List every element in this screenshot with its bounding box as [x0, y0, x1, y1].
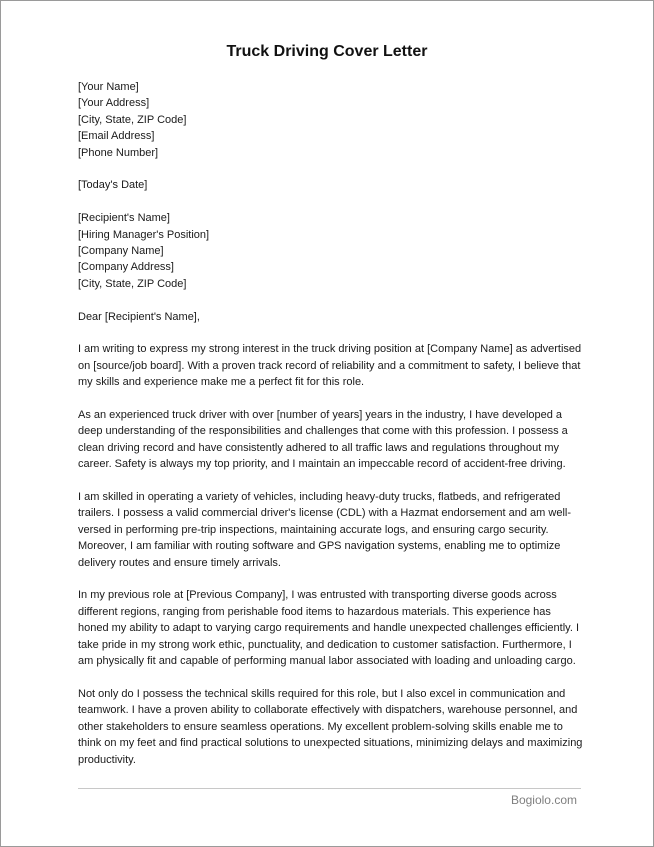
- sender-city-state-zip: [City, State, ZIP Code]: [78, 113, 187, 126]
- footer-brand: Bogiolo.com: [510, 793, 577, 807]
- recipient-city-state-zip: [City, State, ZIP Code]: [78, 277, 187, 290]
- date-block: [78, 177, 583, 193]
- letter-body: [78, 79, 583, 768]
- sender-email: [Email Address]: [78, 130, 155, 143]
- sender-name: [Your Name]: [78, 81, 139, 93]
- recipient-position: [Hiring Manager's Position]: [78, 228, 210, 241]
- document-title: Truck Driving Cover Letter: [226, 43, 428, 60]
- letter-date: [Today's Date]: [78, 179, 148, 192]
- salutation: Dear [Recipient's Name],: [78, 310, 200, 323]
- salutation-block: [78, 309, 583, 325]
- paragraph-skills: I am skilled in operating a variety of vehicles, including heavy-duty trucks, flatbeds, and refrigerated trailers. I possess a valid commercial driver's license (CDL) with a Hazmat endorsement and am well-versed in performing pre-trip inspections, maintaining accurate logs, and ensuring cargo security. Moreover, I am familiar with routing software and GPS navigation systems, enabling me to optimize delivery routes and ensure timely arrivals.: [78, 491, 571, 569]
- paragraph-previous-role: In my previous role at [Previous Company], I was entrusted with transporting diverse goods across different regions, ranging from perishable food items to hazardous materials. This experience has honed my ability to adapt to varying cargo requirements and handle unexpected challenges efficiently. I take pride in my strong work ethic, punctuality, and dedication to customer satisfaction. Furthermore, I am physically fit and capable of performing manual labor associated with loading and unloading cargo.: [78, 589, 580, 668]
- paragraph-experience: As an experienced truck driver with over [number of years] years in the industry, I have developed a deep understanding of the responsibilities and challenges that come with this profession. I possess a clean driving record and have consistently adhered to all traffic laws and regulations throughout my career. Safety is always my top priority, and I maintain an impeccable record of accident-free driving.: [78, 409, 568, 471]
- recipient-company: [Company Name]: [78, 245, 164, 258]
- recipient-block: [78, 210, 583, 292]
- sender-block: [78, 79, 583, 161]
- recipient-company-address: [Company Address]: [78, 261, 174, 274]
- sender-phone: [Phone Number]: [78, 146, 159, 159]
- sender-address: [Your Address]: [78, 97, 150, 110]
- paragraph-intro: I am writing to express my strong interest in the truck driving position at [Company Name] as advertised on [source/job board]. With a proven track record of reliability and a commitment to safety, I believe that my skills and experience make me a perfect fit for this role.: [78, 343, 582, 389]
- recipient-name: [Recipient's Name]: [78, 212, 170, 225]
- paragraph-teamwork: Not only do I possess the technical skills required for this role, but I also excel in communication and teamwork. I have a proven ability to collaborate effectively with dispatchers, warehouse personnel, and other stakeholders to ensure seamless operations. My excellent problem-solving skills enable me to think on my feet and find practical solutions to unexpected situations, minimizing delays and maximizing productivity.: [78, 687, 583, 766]
- footer-divider: [78, 788, 581, 789]
